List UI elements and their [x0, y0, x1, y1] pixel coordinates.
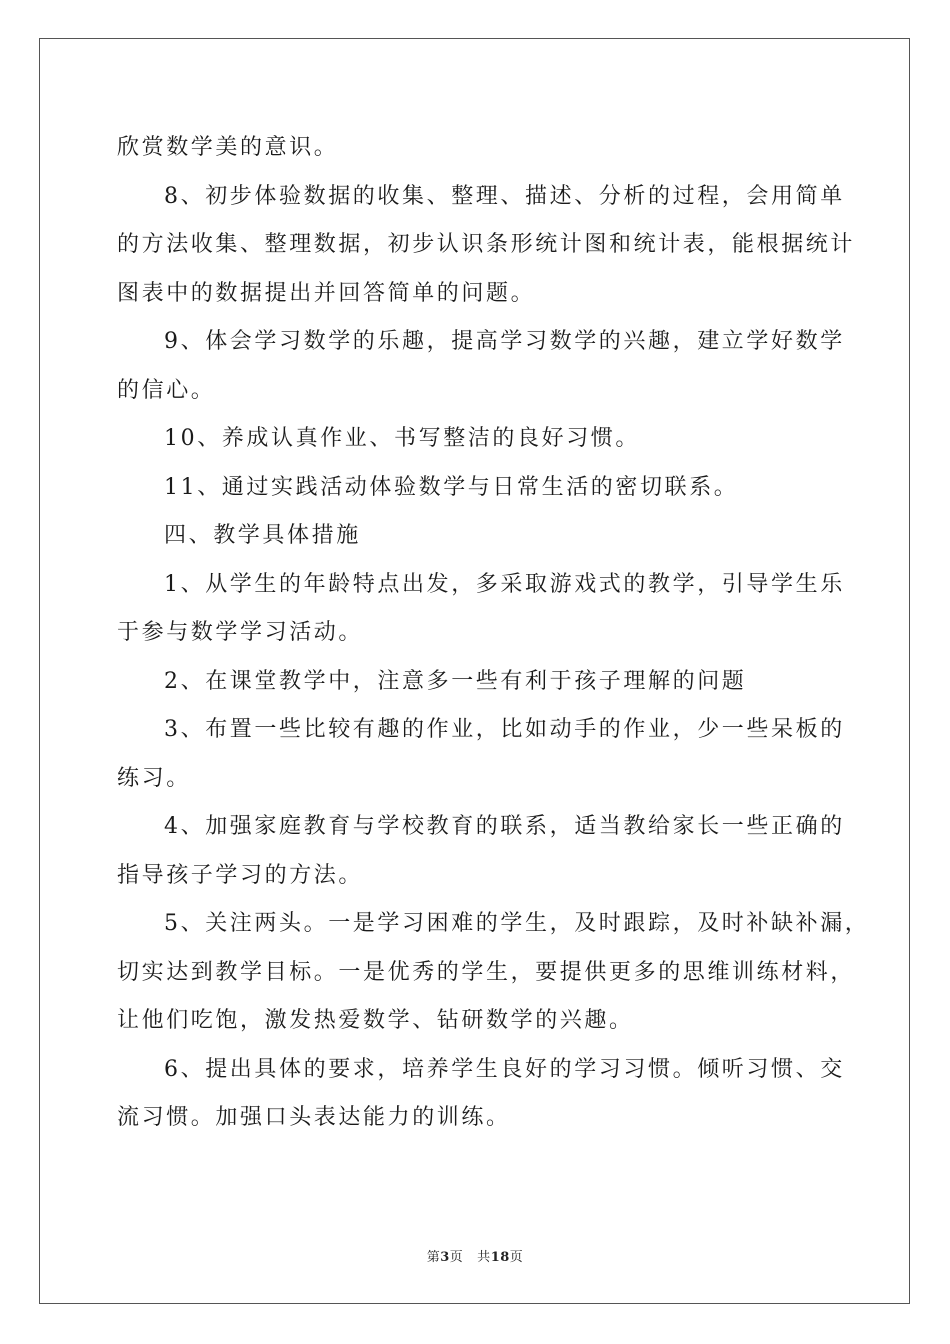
page-footer — [0, 1246, 950, 1265]
text-line: 5、关注两头。一是学习困难的学生，及时跟踪，及时补缺补漏， — [164, 911, 870, 936]
text-line: 的方法收集、整理数据，初步认识条形统计图和统计表，能根据统计 — [117, 232, 856, 257]
text-line: 2、在课堂教学中，注意多一些有利于孩子理解的问题 — [164, 668, 747, 694]
section-heading: 四、教学具体措施 — [164, 523, 361, 548]
text-line: 8、初步体验数据的收集、整理、描述、分析的过程，会用简单 — [164, 183, 845, 209]
text-line: 欣赏数学美的意识。 — [117, 135, 339, 160]
text-line: 3、布置一些比较有趣的作业，比如动手的作业，少一些呆板的 — [164, 717, 845, 742]
text-line: 图表中的数据提出并回答简单的问题。 — [117, 280, 536, 306]
text-line: 11、通过实践活动体验数学与日常生活的密切联系。 — [164, 474, 739, 500]
page-prefix: 第 — [426, 1250, 441, 1265]
page-number: 3 — [440, 1250, 450, 1265]
total-suffix: 页 — [509, 1250, 524, 1265]
text-line: 练习。 — [117, 765, 191, 791]
text-line: 9、体会学习数学的乐趣，提高学习数学的兴趣，建立学好数学 — [164, 329, 845, 354]
total-pages: 18 — [490, 1250, 510, 1265]
text-line: 让他们吃饱，激发热爱数学、钻研数学的兴趣。 — [117, 1008, 634, 1033]
text-line: 流习惯。加强口头表达能力的训练。 — [117, 1105, 511, 1130]
text-line: 6、提出具体的要求，培养学生良好的学习习惯。倾听习惯、交 — [164, 1056, 845, 1082]
document-body — [117, 124, 870, 1143]
text-line: 10、养成认真作业、书写整洁的良好习惯。 — [164, 426, 640, 451]
text-line: 的信心。 — [117, 377, 216, 403]
text-line: 切实达到教学目标。一是优秀的学生，要提供更多的思维训练材料， — [117, 959, 856, 985]
text-line: 指导孩子学习的方法。 — [117, 862, 364, 888]
total-prefix: 共 — [477, 1250, 491, 1265]
text-line: 于参与数学学习活动。 — [117, 620, 364, 645]
text-line: 1、从学生的年龄特点出发，多采取游戏式的教学，引导学生乐 — [164, 571, 845, 597]
text-line: 4、加强家庭教育与学校教育的联系，适当教给家长一些正确的 — [164, 814, 845, 839]
page-suffix: 页 — [449, 1250, 464, 1265]
